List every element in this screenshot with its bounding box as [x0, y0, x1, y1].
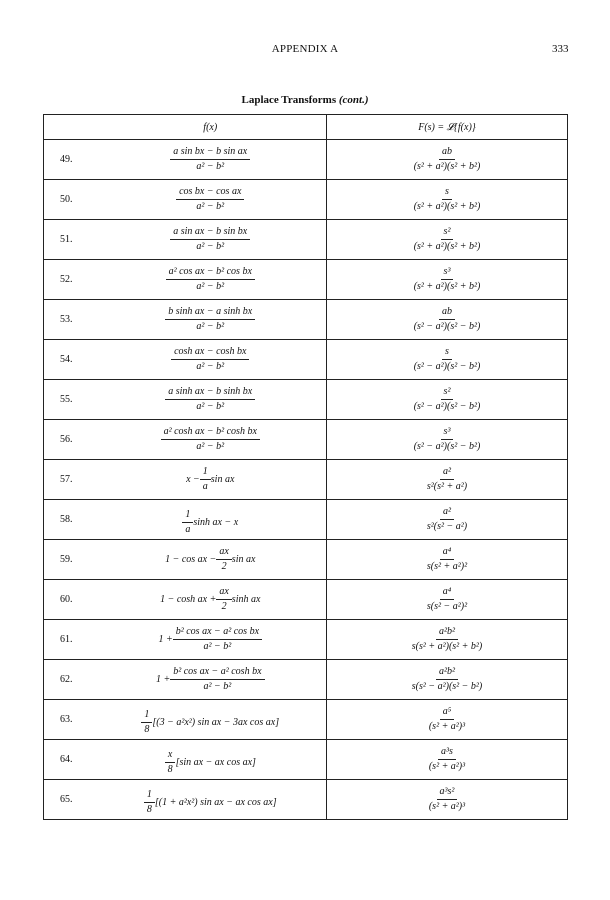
- transform-fraction-numerator: s²: [441, 226, 454, 240]
- f-of-x-fraction-denominator: a² − b²: [196, 321, 225, 332]
- f-of-x-cell: [95, 500, 327, 540]
- f-of-x-fraction-numerator: a sinh ax − b sinh bx: [165, 386, 255, 400]
- f-of-x-expression: [156, 666, 265, 693]
- transform-fraction-numerator: s³: [441, 426, 454, 440]
- row-number: 52.: [44, 260, 95, 300]
- transform-cell: [327, 340, 568, 380]
- row-number: 56.: [44, 420, 95, 460]
- transform-fraction: [411, 146, 484, 173]
- f-of-x-coefficient: [165, 749, 176, 776]
- f-of-x-suffix: [(3 − a²x²) sin ax − 3ax cos ax]: [152, 716, 280, 728]
- transform-fraction-numerator: a⁵: [440, 706, 454, 720]
- table-row: [44, 660, 568, 700]
- table-row: [44, 540, 568, 580]
- row-number: 62.: [44, 660, 95, 700]
- header-Fs: F(s) = 𝓛{f(x)}: [327, 115, 568, 140]
- transform-fraction: [409, 666, 485, 693]
- f-of-x-suffix: [sin ax − ax cos ax]: [175, 756, 256, 768]
- row-number: 59.: [44, 540, 95, 580]
- row-number: 50.: [44, 180, 95, 220]
- transform-fraction-numerator: ab: [439, 306, 455, 320]
- f-of-x-cell: [95, 340, 327, 380]
- f-of-x-suffix: sin ax: [231, 554, 256, 565]
- transform-fraction: [411, 386, 484, 413]
- transform-cell: [327, 620, 568, 660]
- table-header-row: [44, 115, 568, 140]
- f-of-x-fraction-denominator: a² − b²: [196, 361, 225, 372]
- f-of-x-fraction-denominator: a² − b²: [196, 161, 225, 172]
- f-of-x-fraction-numerator: a sin bx − b sin ax: [170, 146, 250, 160]
- transform-fraction: [426, 786, 468, 813]
- transform-fraction-denominator: s(s² + a²)(s² + b²): [411, 641, 483, 652]
- f-of-x-cell: [95, 380, 327, 420]
- transform-fraction-denominator: s²(s² + a²): [426, 481, 468, 492]
- f-of-x-expression: [186, 466, 234, 493]
- f-of-x-coefficient-numerator: x: [165, 749, 175, 763]
- f-of-x-coefficient-denominator: a: [185, 523, 191, 535]
- f-of-x-cell: [95, 740, 327, 780]
- transform-cell: [327, 420, 568, 460]
- transform-fraction-denominator: (s² + a²)³: [428, 761, 466, 772]
- f-of-x-fraction: [165, 306, 255, 333]
- row-number: 63.: [44, 700, 95, 740]
- transform-fraction-denominator: (s² − a²)(s² − b²): [413, 401, 481, 412]
- f-of-x-cell: [95, 140, 327, 180]
- f-of-x-fraction-numerator: a² cos ax − b² cos bx: [166, 266, 255, 280]
- f-of-x-coefficient: [173, 626, 262, 653]
- table-row: [44, 460, 568, 500]
- f-of-x-prefix: 1 +: [158, 634, 173, 645]
- f-of-x-coefficient: [200, 466, 211, 493]
- transform-cell: [327, 180, 568, 220]
- transform-fraction-numerator: ab: [439, 146, 455, 160]
- f-of-x-cell: [95, 460, 327, 500]
- f-of-x-prefix: x −: [186, 474, 200, 485]
- transform-fraction-numerator: a²b²: [436, 666, 458, 680]
- f-of-x-coefficient: [170, 666, 264, 693]
- f-of-x-cell: [95, 420, 327, 460]
- f-of-x-fraction: [166, 266, 255, 293]
- transform-fraction-denominator: (s² − a²)(s² − b²): [413, 361, 481, 372]
- f-of-x-fraction: [176, 186, 244, 213]
- f-of-x-fraction: [165, 386, 255, 413]
- transform-fraction-denominator: (s² − a²)(s² − b²): [413, 321, 481, 332]
- table-row: [44, 180, 568, 220]
- f-of-x-suffix: sinh ax − x: [193, 516, 239, 528]
- f-of-x-coefficient: [216, 586, 231, 613]
- f-of-x-cell: [95, 620, 327, 660]
- table-row: [44, 780, 568, 820]
- f-of-x-cell: [95, 580, 327, 620]
- f-of-x-coefficient-numerator: b² cos ax − a² cosh bx: [170, 666, 264, 680]
- table-row: [44, 420, 568, 460]
- transform-fraction: [424, 586, 470, 613]
- transform-fraction-denominator: (s² + a²)(s² + b²): [413, 201, 481, 212]
- f-of-x-coefficient-denominator: 2: [221, 601, 227, 612]
- transform-fraction-numerator: a²b²: [436, 626, 458, 640]
- transform-cell: [327, 740, 568, 780]
- transform-cell: [327, 300, 568, 340]
- transform-cell: [327, 780, 568, 820]
- transform-cell: [327, 500, 568, 540]
- laplace-table: [43, 114, 568, 820]
- transform-fraction-numerator: a³s²: [437, 786, 458, 800]
- f-of-x-coefficient-numerator: ax: [216, 586, 231, 600]
- f-of-x-fraction-numerator: b sinh ax − a sinh bx: [165, 306, 255, 320]
- table-row: [44, 580, 568, 620]
- f-of-x-expression: [182, 509, 238, 536]
- transform-cell: [327, 700, 568, 740]
- header-fx: f(x): [95, 115, 327, 140]
- transform-fraction: [424, 546, 470, 573]
- f-of-x-fraction: [170, 146, 250, 173]
- f-of-x-fraction-numerator: cosh ax − cosh bx: [171, 346, 249, 360]
- f-of-x-coefficient-numerator: ax: [216, 546, 231, 560]
- table-title-cont: (cont.): [338, 94, 369, 106]
- table-row: [44, 300, 568, 340]
- running-header: APPENDIX A: [271, 43, 339, 55]
- f-of-x-cell: [95, 260, 327, 300]
- f-of-x-coefficient-denominator: a: [202, 481, 208, 492]
- row-number: 54.: [44, 340, 95, 380]
- transform-fraction-denominator: (s² + a²)³: [428, 801, 466, 812]
- f-of-x-suffix: sinh ax: [231, 594, 261, 605]
- transform-fraction-denominator: s(s² − a²)(s² − b²): [411, 681, 483, 692]
- f-of-x-coefficient-denominator: 8: [167, 763, 173, 775]
- f-of-x-coefficient: [216, 546, 231, 573]
- f-of-x-coefficient-numerator: 1: [141, 709, 152, 723]
- f-of-x-cell: [95, 660, 327, 700]
- f-of-x-fraction-numerator: a sin ax − b sin bx: [170, 226, 250, 240]
- f-of-x-expression: [158, 626, 262, 653]
- transform-fraction: [411, 266, 484, 293]
- page-number: 333: [552, 43, 569, 55]
- f-of-x-fraction-numerator: cos bx − cos ax: [176, 186, 244, 200]
- table-row: [44, 620, 568, 660]
- transform-fraction: [424, 506, 470, 533]
- transform-fraction-numerator: s³: [441, 266, 454, 280]
- transform-fraction: [411, 426, 484, 453]
- transform-fraction-denominator: s(s² − a²)²: [426, 601, 468, 612]
- table-title: [0, 94, 610, 106]
- f-of-x-coefficient-numerator: b² cos ax − a² cos bx: [173, 626, 262, 640]
- f-of-x-expression: [165, 749, 256, 776]
- f-of-x-coefficient-numerator: 1: [200, 466, 211, 480]
- transform-fraction-numerator: a⁴: [440, 586, 454, 600]
- transform-cell: [327, 660, 568, 700]
- transform-fraction-denominator: s²(s² − a²): [426, 521, 468, 532]
- row-number: 53.: [44, 300, 95, 340]
- f-of-x-cell: [95, 220, 327, 260]
- transform-cell: [327, 460, 568, 500]
- transform-fraction: [426, 746, 468, 773]
- transform-fraction-denominator: (s² + a²)³: [428, 721, 466, 732]
- transform-fraction-denominator: s(s² + a²)²: [426, 561, 468, 572]
- transform-cell: [327, 260, 568, 300]
- table-row: [44, 380, 568, 420]
- f-of-x-cell: [95, 300, 327, 340]
- f-of-x-expression: [160, 586, 260, 613]
- row-number: 51.: [44, 220, 95, 260]
- row-number: 60.: [44, 580, 95, 620]
- f-of-x-fraction: [161, 426, 260, 453]
- transform-fraction-numerator: s: [442, 186, 452, 200]
- f-of-x-fraction-denominator: a² − b²: [196, 401, 225, 412]
- table-title-main: Laplace Transforms: [241, 94, 339, 106]
- transform-cell: [327, 380, 568, 420]
- transform-fraction: [411, 226, 484, 253]
- f-of-x-expression: [144, 789, 277, 816]
- transform-fraction: [426, 706, 468, 733]
- f-of-x-coefficient-denominator: 8: [146, 803, 152, 815]
- row-number: 57.: [44, 460, 95, 500]
- f-of-x-prefix: 1 − cosh ax +: [160, 594, 217, 605]
- f-of-x-coefficient-numerator: 1: [144, 789, 155, 803]
- f-of-x-fraction-denominator: a² − b²: [196, 281, 225, 292]
- transform-fraction-numerator: a⁴: [440, 546, 454, 560]
- f-of-x-fraction: [170, 226, 250, 253]
- f-of-x-suffix: sin ax: [210, 474, 235, 485]
- transform-fraction: [411, 186, 484, 213]
- f-of-x-expression: [141, 709, 279, 736]
- transform-fraction-denominator: (s² + a²)(s² + b²): [413, 241, 481, 252]
- transform-fraction-numerator: s: [442, 346, 452, 360]
- transform-cell: [327, 540, 568, 580]
- row-number: 58.: [44, 500, 95, 540]
- row-number: 55.: [44, 380, 95, 420]
- f-of-x-fraction-denominator: a² − b²: [196, 241, 225, 252]
- transform-fraction-denominator: (s² + a²)(s² + b²): [413, 161, 481, 172]
- f-of-x-prefix: 1 − cos ax −: [165, 554, 217, 565]
- f-of-x-coefficient-denominator: 8: [144, 723, 150, 735]
- table-row: [44, 500, 568, 540]
- f-of-x-expression: [165, 546, 255, 573]
- table-row: [44, 260, 568, 300]
- f-of-x-coefficient: [144, 789, 155, 816]
- row-number: 61.: [44, 620, 95, 660]
- f-of-x-coefficient-numerator: 1: [182, 509, 193, 523]
- header-blank: [44, 115, 95, 140]
- row-number: 64.: [44, 740, 95, 780]
- transform-cell: [327, 580, 568, 620]
- row-number: 65.: [44, 780, 95, 820]
- table-row: [44, 740, 568, 780]
- table-row: [44, 340, 568, 380]
- transform-fraction-numerator: a²: [440, 506, 454, 520]
- f-of-x-suffix: [(1 + a²x²) sin ax − ax cos ax]: [154, 796, 277, 808]
- f-of-x-coefficient-denominator: 2: [221, 561, 227, 572]
- f-of-x-cell: [95, 700, 327, 740]
- table-row: [44, 220, 568, 260]
- f-of-x-coefficient-denominator: a² − b²: [203, 641, 232, 652]
- transform-cell: [327, 220, 568, 260]
- f-of-x-fraction: [171, 346, 249, 373]
- f-of-x-prefix: 1 +: [155, 674, 171, 685]
- f-of-x-coefficient-denominator: a² − b²: [203, 681, 232, 692]
- f-of-x-fraction-numerator: a² cosh ax − b² cosh bx: [161, 426, 260, 440]
- transform-fraction-denominator: (s² + a²)(s² + b²): [413, 281, 481, 292]
- f-of-x-cell: [95, 780, 327, 820]
- f-of-x-fraction-denominator: a² − b²: [196, 201, 225, 212]
- transform-fraction-denominator: (s² − a²)(s² − b²): [413, 441, 481, 452]
- f-of-x-cell: [95, 540, 327, 580]
- table-row: [44, 700, 568, 740]
- transform-fraction-numerator: s²: [441, 386, 454, 400]
- row-number: 49.: [44, 140, 95, 180]
- transform-fraction: [411, 306, 484, 333]
- f-of-x-coefficient: [141, 709, 152, 736]
- transform-fraction-numerator: a³s: [438, 746, 456, 760]
- transform-cell: [327, 140, 568, 180]
- table-row: [44, 140, 568, 180]
- transform-fraction: [424, 466, 470, 493]
- f-of-x-coefficient: [182, 509, 193, 536]
- transform-fraction-numerator: a²: [440, 466, 454, 480]
- transform-fraction: [411, 346, 484, 373]
- f-of-x-cell: [95, 180, 327, 220]
- transform-fraction: [409, 626, 485, 653]
- f-of-x-fraction-denominator: a² − b²: [196, 441, 225, 452]
